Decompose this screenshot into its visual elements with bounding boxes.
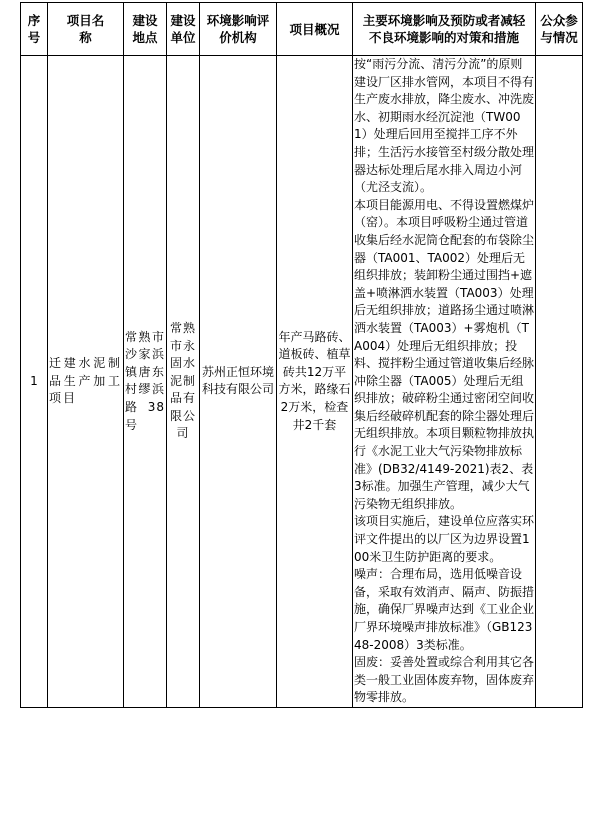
header-index: 序号	[21, 3, 48, 56]
measure-solid-waste: 固废：妥善处置或综合利用其它各类一般工业固体废弃物，固体废弃物零排放。	[354, 655, 535, 705]
header-project-name: 项目名称	[48, 3, 124, 56]
cell-project-overview: 年产马路砖、道板砖、植草砖共12万平方米，路缘石2万米，检查井2千套	[277, 56, 353, 708]
header-location: 建设地点	[124, 3, 167, 56]
cell-measures	[353, 56, 536, 708]
measure-noise: 噪声：合理布局，选用低噪音设备，采取有效消声、隔声、防振措施，确保厂界噪声达到《工业企业厂界环境噪声排放标准》（GB12348-2008）3类标准。	[354, 567, 535, 652]
measure-protection-distance: 该项目实施后，建设单位应落实环评文件提出的以厂区为边界设置100米卫生防护距离的要求。	[354, 514, 535, 564]
table-row	[21, 56, 583, 708]
header-project-overview: 项目概况	[277, 3, 353, 56]
cell-location: 常熟市沙家浜镇唐东村缪浜路38号	[124, 56, 167, 708]
measure-air: 本项目能源用电、不得设置燃煤炉（窑）。本项目呼吸粉尘通过管道收集后经水泥筒仓配套的布袋除尘器（TA001、TA002）处理后无组织排放；装卸粉尘通过围挡+遮盖+喷淋洒水装置（TA003）处理后无组织排放；道路扬尘通过喷淋洒水装置（TA003）+雾炮机（TA004）处理后无组织排放；投料、搅拌粉尘通过管道收集后经脉冲除尘器（TA005）处理后无组织排放；破碎粉尘通过密闭空间收集后经破碎机配套的除尘器处理后无组织排放。本项目颗粒物排放执行《水泥工业大气污染物排放标准》(DB32/4149-2021)表2、表3标准。加强生产管理，减少大气污染物无组织排放。	[354, 197, 535, 511]
header-eia-agency: 环境影响评价机构	[200, 3, 277, 56]
measure-water: 按“雨污分流、清污分流”的原则建设厂区排水管网，本项目不得有生产废水排放，降尘废水、冲洗废水、初期雨水经沉淀池（TW001）处理后回用至搅拌工序不外排；生活污水接管至村级分散处理器达标处理后尾水排入周边小河（尤泾支流）。	[354, 57, 535, 195]
table-header-row	[21, 3, 583, 56]
eia-approval-table	[20, 2, 583, 708]
cell-index: 1	[21, 56, 48, 708]
cell-public-participation	[536, 56, 583, 708]
cell-project-name: 迁建水泥制品生产加工项目	[48, 56, 124, 708]
header-construction-unit: 建设单位	[167, 3, 200, 56]
cell-construction-unit: 常熟市永固水泥制品有限公司	[167, 56, 200, 708]
header-measures: 主要环境影响及预防或者减轻不良环境影响的对策和措施	[353, 3, 536, 56]
header-public-participation: 公众参与情况	[536, 3, 583, 56]
cell-eia-agency: 苏州正恒环境科技有限公司	[200, 56, 277, 708]
